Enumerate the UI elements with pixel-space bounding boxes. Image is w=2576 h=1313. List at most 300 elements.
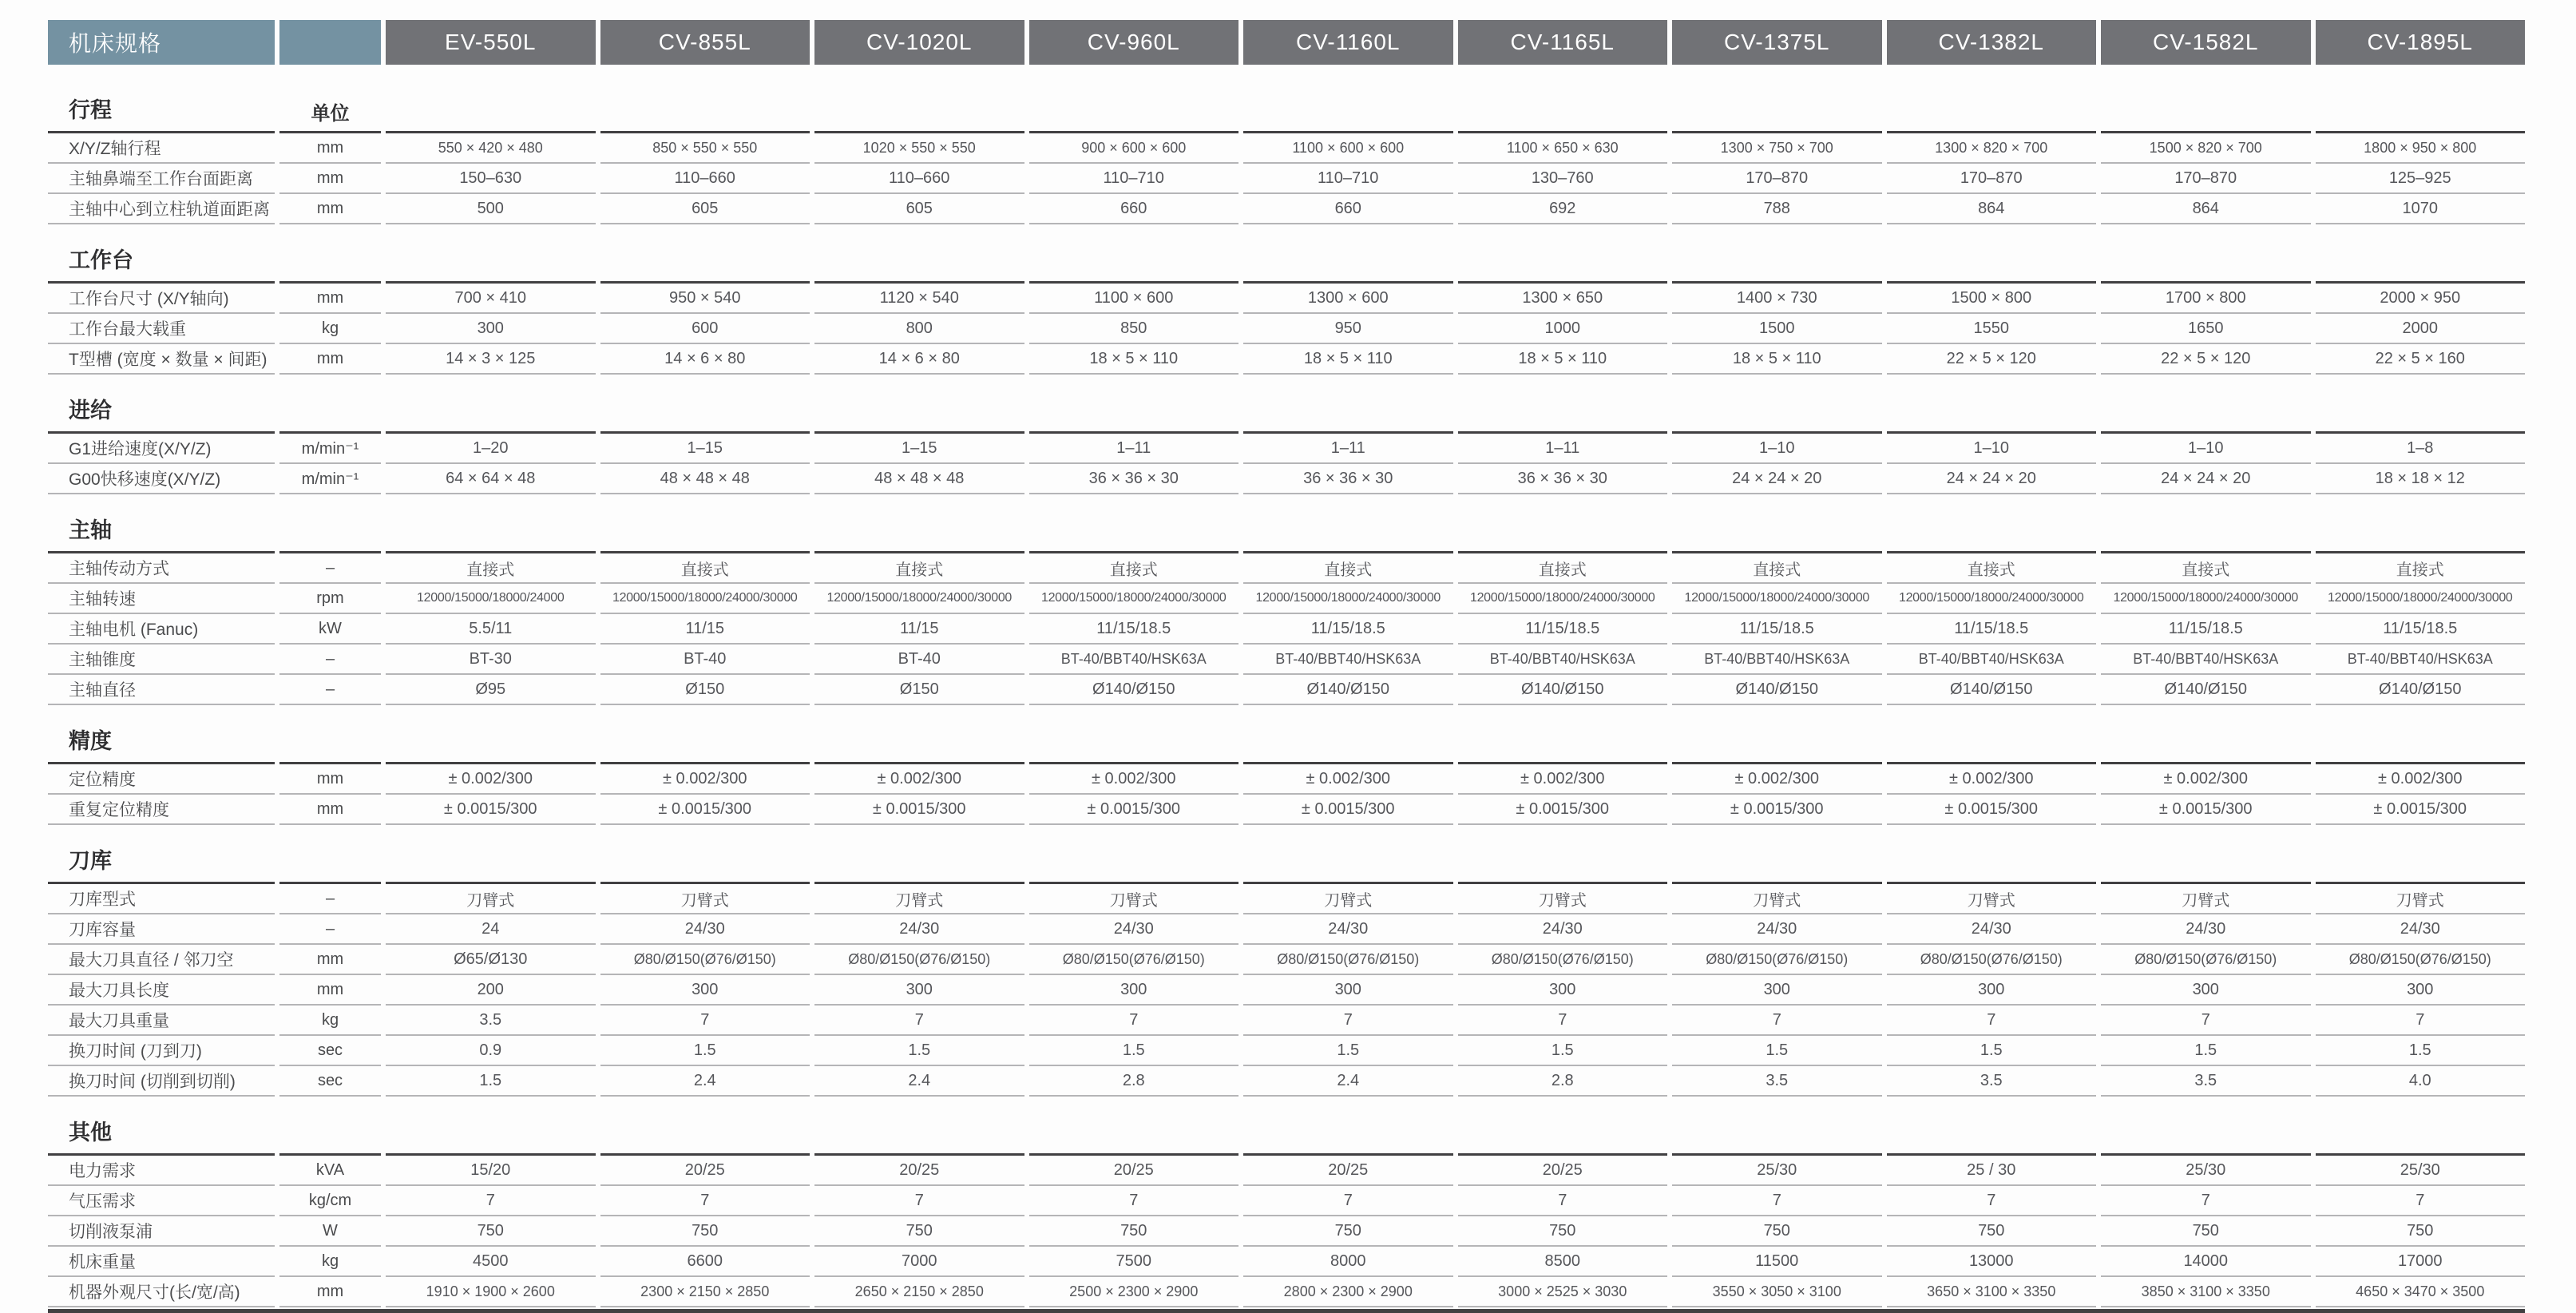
row-unit: kg [279, 314, 381, 344]
spec-value: Ø140/Ø150 [1029, 675, 1239, 705]
spec-value: Ø80/Ø150(Ø76/Ø150) [1458, 945, 1668, 975]
spec-value: 64 × 64 × 48 [386, 464, 596, 494]
spec-value: 1.5 [1458, 1036, 1668, 1066]
model-header-cv-1020l: CV-1020L [814, 20, 1024, 65]
section-title-spacer [1243, 74, 1453, 133]
section-title-spacer [600, 224, 810, 284]
spec-value: 11500 [1672, 1247, 1882, 1277]
spec-value: BT-40/BBT40/HSK63A [1243, 645, 1453, 675]
section-title-spacer [1243, 1097, 1453, 1156]
spec-value: ± 0.0015/300 [814, 795, 1024, 825]
section-title-spacer [1029, 825, 1239, 884]
spec-value: 20/25 [1458, 1156, 1668, 1186]
section-title: 进给 [48, 375, 275, 434]
spec-value: 1.5 [1243, 1036, 1453, 1066]
section-title-spacer [600, 494, 810, 553]
spec-value: 700 × 410 [386, 284, 596, 314]
spec-value: ± 0.002/300 [1887, 764, 2097, 795]
spec-value: 1100 × 600 × 600 [1243, 133, 1453, 164]
spec-value: 750 [814, 1216, 1024, 1247]
table-title: 机床规格 [48, 20, 275, 65]
spec-value: ± 0.002/300 [1458, 764, 1668, 795]
row-unit: – [279, 884, 381, 914]
spec-value: ± 0.002/300 [600, 764, 810, 795]
spec-value: ± 0.0015/300 [2101, 795, 2311, 825]
section-title: 行程 [48, 74, 275, 133]
row-unit: – [279, 675, 381, 705]
spec-value: ± 0.002/300 [1243, 764, 1453, 795]
section-title-spacer [814, 74, 1024, 133]
section-title-spacer [814, 494, 1024, 553]
spec-value: 11/15/18.5 [1458, 614, 1668, 645]
spec-value: 3650 × 3100 × 3350 [1887, 1277, 2097, 1307]
section-title-spacer [386, 705, 596, 764]
row-unit: mm [279, 284, 381, 314]
row-unit: m/min⁻¹ [279, 434, 381, 464]
section-title: 刀库 [48, 825, 275, 884]
spec-value: ± 0.002/300 [1672, 764, 1882, 795]
spec-value: 13000 [1887, 1247, 2097, 1277]
spec-value: Ø80/Ø150(Ø76/Ø150) [600, 945, 810, 975]
spec-value: 14 × 6 × 80 [600, 344, 810, 375]
spec-value: ± 0.0015/300 [386, 795, 596, 825]
spec-value: 2000 [2316, 314, 2526, 344]
section-title-spacer [2101, 375, 2311, 434]
section-title-spacer [1029, 1097, 1239, 1156]
spec-value: Ø140/Ø150 [1887, 675, 2097, 705]
spec-value: Ø80/Ø150(Ø76/Ø150) [1243, 945, 1453, 975]
spec-value: 110–660 [814, 164, 1024, 194]
spec-value: 36 × 36 × 30 [1458, 464, 1668, 494]
spec-value: Ø140/Ø150 [2316, 675, 2526, 705]
row-unit: mm [279, 975, 381, 1006]
spec-value: 8000 [1243, 1247, 1453, 1277]
spec-value: Ø150 [600, 675, 810, 705]
spec-value: 14000 [2101, 1247, 2311, 1277]
spec-value: 600 [600, 314, 810, 344]
spec-value: 直接式 [1887, 553, 2097, 584]
section-title: 主轴 [48, 494, 275, 553]
section-title-spacer [1243, 224, 1453, 284]
spec-value: 300 [814, 975, 1024, 1006]
spec-value: 6600 [600, 1247, 810, 1277]
spec-value: 48 × 48 × 48 [814, 464, 1024, 494]
spec-value: 7 [1243, 1186, 1453, 1216]
section-title-spacer [2316, 705, 2526, 764]
spec-value: 750 [2101, 1216, 2311, 1247]
spec-value: 直接式 [1458, 553, 1668, 584]
row-label: 定位精度 [48, 764, 275, 795]
spec-value: 12000/15000/18000/24000/30000 [2101, 584, 2311, 614]
spec-value: 25 / 30 [1887, 1156, 2097, 1186]
spec-value: 1.5 [2101, 1036, 2311, 1066]
section-title-spacer [386, 494, 596, 553]
row-label: 重复定位精度 [48, 795, 275, 825]
spec-value: 3.5 [2101, 1066, 2311, 1097]
spec-value: BT-40 [600, 645, 810, 675]
spec-value: 3000 × 2525 × 3030 [1458, 1277, 1668, 1307]
spec-value: 300 [2101, 975, 2311, 1006]
spec-value: 24/30 [2101, 914, 2311, 945]
spec-value: 150–630 [386, 164, 596, 194]
section-title-spacer [1243, 375, 1453, 434]
row-unit: – [279, 553, 381, 584]
spec-value: 18 × 5 × 110 [1243, 344, 1453, 375]
section-title-spacer [600, 74, 810, 133]
section-title-spacer [1243, 494, 1453, 553]
spec-value: 1300 × 820 × 700 [1887, 133, 2097, 164]
section-title-spacer [1243, 825, 1453, 884]
row-label: 工作台尺寸 (X/Y轴向) [48, 284, 275, 314]
spec-value: 1.5 [814, 1036, 1024, 1066]
spec-value: 11/15 [600, 614, 810, 645]
spec-value: 125–925 [2316, 164, 2526, 194]
spec-value: 7 [600, 1006, 810, 1036]
spec-value: 300 [1029, 975, 1239, 1006]
spec-value: ± 0.0015/300 [1029, 795, 1239, 825]
spec-value: 2.4 [600, 1066, 810, 1097]
spec-value: 24 [386, 914, 596, 945]
row-label: 主轴锥度 [48, 645, 275, 675]
spec-value: BT-40/BBT40/HSK63A [1029, 645, 1239, 675]
spec-value: 900 × 600 × 600 [1029, 133, 1239, 164]
spec-value: 24/30 [814, 914, 1024, 945]
row-unit: – [279, 914, 381, 945]
spec-value: 直接式 [386, 553, 596, 584]
spec-value: 7 [1029, 1186, 1239, 1216]
spec-value: 刀臂式 [600, 884, 810, 914]
spec-value: 7 [2101, 1006, 2311, 1036]
spec-value: BT-40/BBT40/HSK63A [2101, 645, 2311, 675]
section-title: 工作台 [48, 224, 275, 284]
spec-value: 刀臂式 [1672, 884, 1882, 914]
spec-value: 11/15/18.5 [1672, 614, 1882, 645]
row-label: X/Y/Z轴行程 [48, 133, 275, 164]
spec-value: 直接式 [1243, 553, 1453, 584]
spec-value: 12000/15000/18000/24000/30000 [1887, 584, 2097, 614]
row-label: 最大刀具直径 / 邻刀空 [48, 945, 275, 975]
section-title-spacer [1029, 705, 1239, 764]
spec-value: 110–710 [1243, 164, 1453, 194]
spec-value: 300 [386, 314, 596, 344]
spec-value: 2.4 [1243, 1066, 1453, 1097]
row-unit: m/min⁻¹ [279, 464, 381, 494]
row-label: 换刀时间 (切削到切削) [48, 1066, 275, 1097]
section-title-spacer [600, 825, 810, 884]
spec-value: 刀臂式 [814, 884, 1024, 914]
spec-value: 12000/15000/18000/24000/30000 [1458, 584, 1668, 614]
spec-value: 2800 × 2300 × 2900 [1243, 1277, 1453, 1307]
section-title-spacer [386, 1097, 596, 1156]
spec-value: ± 0.002/300 [386, 764, 596, 795]
section-title-spacer [600, 375, 810, 434]
spec-value: 170–870 [1672, 164, 1882, 194]
spec-value: 刀臂式 [2316, 884, 2526, 914]
section-title-spacer [386, 224, 596, 284]
spec-value: 24/30 [1029, 914, 1239, 945]
row-label: G1进给速度(X/Y/Z) [48, 434, 275, 464]
spec-value: 7 [1672, 1186, 1882, 1216]
spec-value: 25/30 [2101, 1156, 2311, 1186]
model-header-cv-1375l: CV-1375L [1672, 20, 1882, 65]
spec-value: 刀臂式 [1243, 884, 1453, 914]
spec-value: 0.9 [386, 1036, 596, 1066]
spec-value: 170–870 [1887, 164, 2097, 194]
spec-value: 200 [386, 975, 596, 1006]
spec-value: 20/25 [1029, 1156, 1239, 1186]
spec-value: BT-40 [814, 645, 1024, 675]
section-title-spacer [1458, 825, 1668, 884]
spec-value: 950 × 540 [600, 284, 810, 314]
model-header-cv-855l: CV-855L [600, 20, 810, 65]
spec-value: 2650 × 2150 × 2850 [814, 1277, 1024, 1307]
spec-value: ± 0.0015/300 [1458, 795, 1668, 825]
spec-value: 12000/15000/18000/24000 [386, 584, 596, 614]
spec-value: 17000 [2316, 1247, 2526, 1277]
spec-value: 1500 [1672, 314, 1882, 344]
spec-value: 7 [1887, 1186, 2097, 1216]
spec-value: 15/20 [386, 1156, 596, 1186]
spec-value: 7 [1672, 1006, 1882, 1036]
row-unit: kg [279, 1247, 381, 1277]
spec-value: 7500 [1029, 1247, 1239, 1277]
spec-value: Ø140/Ø150 [1672, 675, 1882, 705]
spec-value: 1020 × 550 × 550 [814, 133, 1024, 164]
spec-value: 22 × 5 × 160 [2316, 344, 2526, 375]
section-title: 精度 [48, 705, 275, 764]
spec-value: Ø140/Ø150 [1243, 675, 1453, 705]
spec-value: 1–11 [1243, 434, 1453, 464]
model-header-ev-550l: EV-550L [386, 20, 596, 65]
spec-value: 1.5 [1887, 1036, 2097, 1066]
spec-value: 1550 [1887, 314, 2097, 344]
row-label: 主轴鼻端至工作台面距离 [48, 164, 275, 194]
spec-value: 692 [1458, 194, 1668, 224]
spec-value: 1.5 [2316, 1036, 2526, 1066]
spec-value: 20/25 [600, 1156, 810, 1186]
row-label: T型槽 (宽度 × 数量 × 间距) [48, 344, 275, 375]
unit-column-label [279, 825, 381, 884]
spec-value: 1910 × 1900 × 2600 [386, 1277, 596, 1307]
spec-value: 2.8 [1029, 1066, 1239, 1097]
spec-value: 36 × 36 × 30 [1029, 464, 1239, 494]
spec-value: 12000/15000/18000/24000/30000 [600, 584, 810, 614]
section-title-spacer [2101, 494, 2311, 553]
section-title-spacer [2101, 705, 2311, 764]
section-title-spacer [1672, 825, 1882, 884]
section-title-spacer [814, 375, 1024, 434]
row-unit: kg/cm [279, 1186, 381, 1216]
spec-value: Ø150 [814, 675, 1024, 705]
spec-value: Ø65/Ø130 [386, 945, 596, 975]
spec-value: 直接式 [2101, 553, 2311, 584]
spec-value: 1300 × 750 × 700 [1672, 133, 1882, 164]
section-title-spacer [814, 224, 1024, 284]
section-title-spacer [2101, 825, 2311, 884]
row-label: 刀库容量 [48, 914, 275, 945]
spec-value: 605 [814, 194, 1024, 224]
section-title-spacer [2101, 224, 2311, 284]
spec-value: 直接式 [1029, 553, 1239, 584]
row-label: 切削液泵浦 [48, 1216, 275, 1247]
spec-value: 500 [386, 194, 596, 224]
model-header-cv-1582l: CV-1582L [2101, 20, 2311, 65]
row-unit: rpm [279, 584, 381, 614]
spec-value: BT-40/BBT40/HSK63A [1887, 645, 2097, 675]
spec-value: 1.5 [1029, 1036, 1239, 1066]
unit-column-label [279, 705, 381, 764]
row-label: 气压需求 [48, 1186, 275, 1216]
spec-value: 22 × 5 × 120 [2101, 344, 2311, 375]
section-title-spacer [1672, 375, 1882, 434]
spec-value: 7 [1458, 1006, 1668, 1036]
spec-value: 25/30 [1672, 1156, 1882, 1186]
spec-value: 1500 × 800 [1887, 284, 2097, 314]
spec-value: 14 × 3 × 125 [386, 344, 596, 375]
spec-value: 1300 × 600 [1243, 284, 1453, 314]
model-header-cv-960l: CV-960L [1029, 20, 1239, 65]
model-header-cv-1160l: CV-1160L [1243, 20, 1453, 65]
section-title-spacer [386, 825, 596, 884]
row-unit: mm [279, 133, 381, 164]
spec-value: 3550 × 3050 × 3100 [1672, 1277, 1882, 1307]
spec-value: 7 [1029, 1006, 1239, 1036]
spec-value: 8500 [1458, 1247, 1668, 1277]
section-title-spacer [1458, 494, 1668, 553]
spec-value: 2.8 [1458, 1066, 1668, 1097]
spec-value: 11/15/18.5 [1887, 614, 2097, 645]
section-title-spacer [1672, 494, 1882, 553]
spec-value: 24/30 [1672, 914, 1882, 945]
section-title-spacer [2316, 375, 2526, 434]
spec-value: 12000/15000/18000/24000/30000 [2316, 584, 2526, 614]
spec-value: 7 [1887, 1006, 2097, 1036]
spec-value: 3.5 [386, 1006, 596, 1036]
spec-value: 20/25 [814, 1156, 1024, 1186]
spec-value: 1–10 [1887, 434, 2097, 464]
row-label: 主轴直径 [48, 675, 275, 705]
section-title-spacer [600, 705, 810, 764]
unit-column-label [279, 494, 381, 553]
section-title-spacer [2316, 825, 2526, 884]
row-label: 刀库型式 [48, 884, 275, 914]
spec-value: ± 0.002/300 [814, 764, 1024, 795]
spec-value: 7 [814, 1186, 1024, 1216]
spec-value: 11/15/18.5 [2316, 614, 2526, 645]
row-unit: kVA [279, 1156, 381, 1186]
spec-value: 7 [2101, 1186, 2311, 1216]
spec-value: 36 × 36 × 30 [1243, 464, 1453, 494]
spec-value: 11/15/18.5 [2101, 614, 2311, 645]
row-unit: sec [279, 1066, 381, 1097]
spec-value: 刀臂式 [1029, 884, 1239, 914]
spec-value: 1–10 [2101, 434, 2311, 464]
section-title-spacer [1887, 705, 2097, 764]
spec-value: 788 [1672, 194, 1882, 224]
section-title-spacer [1458, 224, 1668, 284]
spec-value: 750 [1887, 1216, 2097, 1247]
section-title-spacer [1672, 1097, 1882, 1156]
spec-value: ± 0.0015/300 [600, 795, 810, 825]
spec-value: 1100 × 600 [1029, 284, 1239, 314]
spec-value: 24/30 [600, 914, 810, 945]
spec-value: Ø80/Ø150(Ø76/Ø150) [814, 945, 1024, 975]
section-title-spacer [2316, 1097, 2526, 1156]
section-title-spacer [386, 74, 596, 133]
section-title-spacer [1887, 74, 2097, 133]
spec-value: ± 0.0015/300 [1672, 795, 1882, 825]
row-label: 主轴传动方式 [48, 553, 275, 584]
section-title-spacer [1029, 494, 1239, 553]
section-title-spacer [1458, 375, 1668, 434]
row-label: 工作台最大载重 [48, 314, 275, 344]
section-title-spacer [386, 375, 596, 434]
spec-value: 4500 [386, 1247, 596, 1277]
row-label: G00快移速度(X/Y/Z) [48, 464, 275, 494]
spec-value: 刀臂式 [1458, 884, 1668, 914]
spec-value: 750 [1029, 1216, 1239, 1247]
section-title-spacer [814, 825, 1024, 884]
section-title-spacer [2101, 1097, 2311, 1156]
spec-value: 800 [814, 314, 1024, 344]
spec-value: 18 × 5 × 110 [1672, 344, 1882, 375]
spec-value: 24 × 24 × 20 [1672, 464, 1882, 494]
spec-value: 1–15 [600, 434, 810, 464]
spec-value: 24/30 [1243, 914, 1453, 945]
section-title-spacer [1243, 705, 1453, 764]
spec-value: 170–870 [2101, 164, 2311, 194]
section-title-spacer [2316, 224, 2526, 284]
spec-value: 750 [1672, 1216, 1882, 1247]
spec-value: 1700 × 800 [2101, 284, 2311, 314]
spec-value: 7000 [814, 1247, 1024, 1277]
spec-value: 864 [1887, 194, 2097, 224]
spec-value: 750 [1243, 1216, 1453, 1247]
row-label: 最大刀具长度 [48, 975, 275, 1006]
spec-value: 22 × 5 × 120 [1887, 344, 2097, 375]
section-title-spacer [1029, 74, 1239, 133]
spec-value: BT-40/BBT40/HSK63A [1672, 645, 1882, 675]
spec-value: 300 [2316, 975, 2526, 1006]
row-label: 机床重量 [48, 1247, 275, 1277]
spec-value: 864 [2101, 194, 2311, 224]
row-unit: – [279, 645, 381, 675]
spec-value: 24 × 24 × 20 [2101, 464, 2311, 494]
section-title-spacer [1672, 224, 1882, 284]
table-bottom-rule [48, 1309, 2525, 1313]
spec-table [48, 20, 2525, 1313]
row-label: 主轴中心到立柱轨道面距离 [48, 194, 275, 224]
spec-value: 660 [1243, 194, 1453, 224]
row-unit: mm [279, 164, 381, 194]
spec-value: ± 0.0015/300 [1243, 795, 1453, 825]
spec-value: 1–15 [814, 434, 1024, 464]
spec-value: 750 [1458, 1216, 1668, 1247]
spec-value: 110–710 [1029, 164, 1239, 194]
model-header-cv-1382l: CV-1382L [1887, 20, 2097, 65]
spec-value: BT-40/BBT40/HSK63A [2316, 645, 2526, 675]
spec-value: ± 0.0015/300 [2316, 795, 2526, 825]
row-label: 电力需求 [48, 1156, 275, 1186]
spec-value: 5.5/11 [386, 614, 596, 645]
spec-value: 3850 × 3100 × 3350 [2101, 1277, 2311, 1307]
spec-value: 11/15 [814, 614, 1024, 645]
spec-value: 12000/15000/18000/24000/30000 [1029, 584, 1239, 614]
spec-value: 130–760 [1458, 164, 1668, 194]
model-header-cv-1895l: CV-1895L [2316, 20, 2526, 65]
spec-value: BT-40/BBT40/HSK63A [1458, 645, 1668, 675]
spec-value: 7 [600, 1186, 810, 1216]
